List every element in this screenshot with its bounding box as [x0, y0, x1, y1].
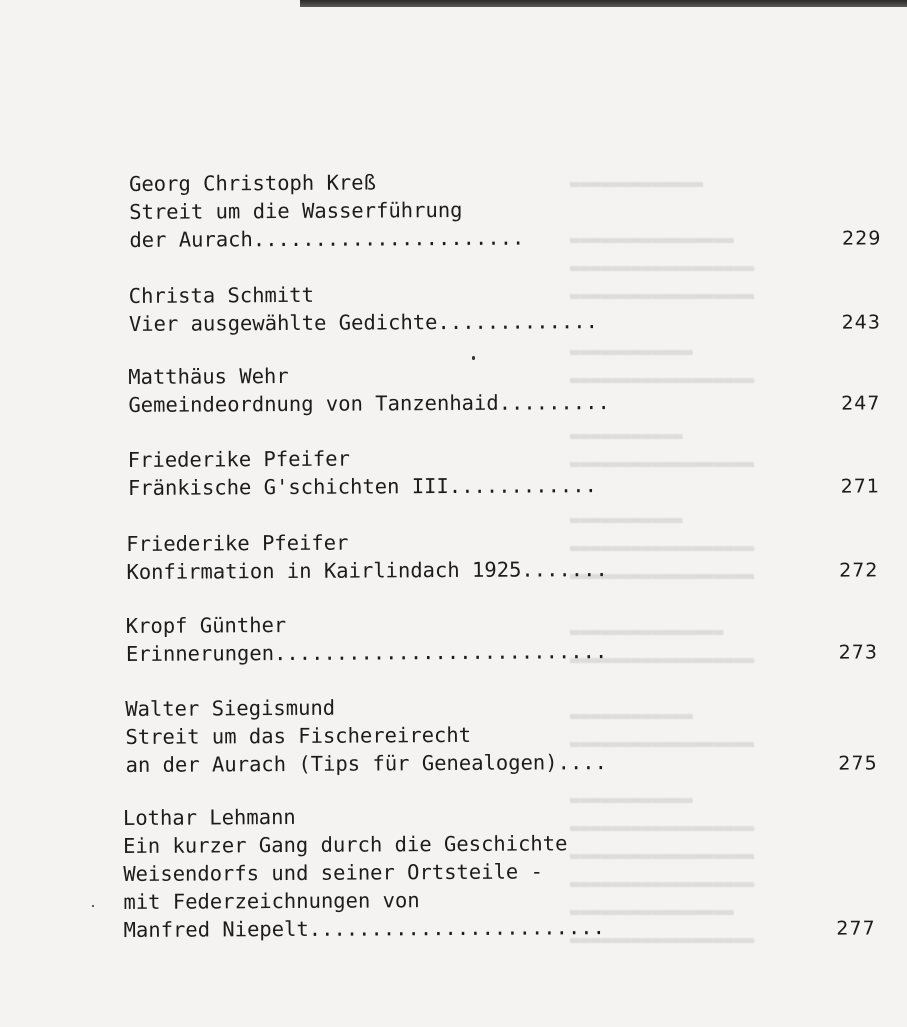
reverse-side-bleed: ▬▬▬▬▬▬▬▬▬▬▬▬▬ ▬▬▬▬▬▬▬▬▬▬▬▬▬▬▬▬ ▬▬▬▬▬▬▬▬▬▬▬▬▬▬▬▬▬▬ ▬▬▬▬▬▬▬▬▬▬▬▬▬▬▬▬▬▬ ▬▬▬▬▬▬▬▬▬▬▬▬ ▬▬▬▬▬▬▬▬▬▬▬▬▬▬▬▬▬▬ ▬▬▬▬▬▬▬▬▬▬▬ ▬▬▬▬▬▬▬▬▬▬▬▬▬▬▬▬▬▬ ▬▬▬▬▬▬▬▬▬▬▬ ▬▬▬▬▬▬▬▬▬▬▬▬▬▬▬▬▬▬ ▬▬▬▬▬▬▬▬▬▬▬▬▬▬▬▬▬▬ ▬▬▬▬▬▬▬▬▬▬▬▬▬▬▬ ▬▬▬▬▬▬▬▬▬▬▬▬▬▬▬▬▬▬ ▬▬▬▬▬▬▬▬▬▬▬▬ ▬▬▬▬▬▬▬▬▬▬▬▬▬▬▬▬▬▬ ▬▬▬▬▬▬▬▬▬▬▬▬ ▬▬▬▬▬▬▬▬▬▬▬▬▬▬▬▬▬▬ ▬▬▬▬▬▬▬▬▬▬▬▬▬▬▬▬▬▬ ▬▬▬▬▬▬▬▬▬▬▬▬▬▬▬▬▬▬ ▬▬▬▬▬▬▬▬▬▬▬▬▬▬▬▬ ▬▬▬▬▬▬▬▬▬▬▬▬▬▬▬▬▬▬ — [570, 174, 755, 950]
toc-title-line: Streit um die Wasserführung — [129, 197, 463, 224]
toc-author: Georg Christoph Kreß — [128, 170, 376, 196]
toc-entry — [125, 690, 885, 779]
toc-entry — [129, 165, 889, 254]
toc-author: Friederike Pfeifer — [126, 530, 349, 556]
toc-author: Friederike Pfeifer — [127, 446, 350, 472]
toc-entry — [128, 358, 888, 419]
toc-author: Christa Schmitt — [128, 282, 314, 308]
toc-title-line: Konfirmation in Kairlindach 1925....... 272 — [126, 557, 879, 584]
toc-author: Matthäus Wehr — [128, 363, 289, 389]
toc-entry — [128, 441, 888, 502]
toc-title-line: der Aurach...................... 229 — [129, 225, 882, 252]
toc-author: Walter Siegismund — [125, 695, 336, 721]
toc-author: Kropf Günther — [125, 613, 287, 638]
toc-title-line: Streit um das Fischereirecht — [125, 722, 472, 749]
page-number: 272 — [839, 559, 879, 582]
toc-title-line: Manfred Niepelt........................ 277 — [123, 915, 876, 943]
toc-title-line: Gemeindeordnung von Tanzenhaid......... 247 — [128, 390, 881, 417]
toc-entry — [123, 799, 884, 944]
page-number: 271 — [840, 475, 880, 498]
page-number: 243 — [841, 311, 881, 334]
toc-title-line: Weisendorfs und seiner Ortsteile - — [123, 859, 543, 887]
toc-title-line: an der Aurach (Tips für Genealogen).... 275 — [125, 750, 878, 777]
page-number: 277 — [836, 917, 876, 940]
page-number: 273 — [838, 641, 879, 664]
toc-title-line: mit Federzeichnungen von — [123, 888, 420, 915]
toc-entry — [126, 525, 886, 586]
page-number: 229 — [842, 227, 882, 250]
toc-entry — [126, 607, 886, 668]
toc-title-line: Erinnerungen........................... 273 — [125, 639, 879, 666]
toc-title-line: Fränkische G'schichten III............ 271 — [127, 473, 880, 500]
toc-title-line: Vier ausgewählte Gedichte............. 243 — [128, 309, 881, 336]
toc-entry — [129, 277, 889, 338]
page-number: 275 — [838, 752, 878, 775]
toc-title-line: Ein kurzer Gang durch die Geschichte — [123, 831, 568, 859]
page-number: 247 — [841, 392, 881, 415]
toc-author: Lothar Lehmann — [122, 804, 296, 831]
